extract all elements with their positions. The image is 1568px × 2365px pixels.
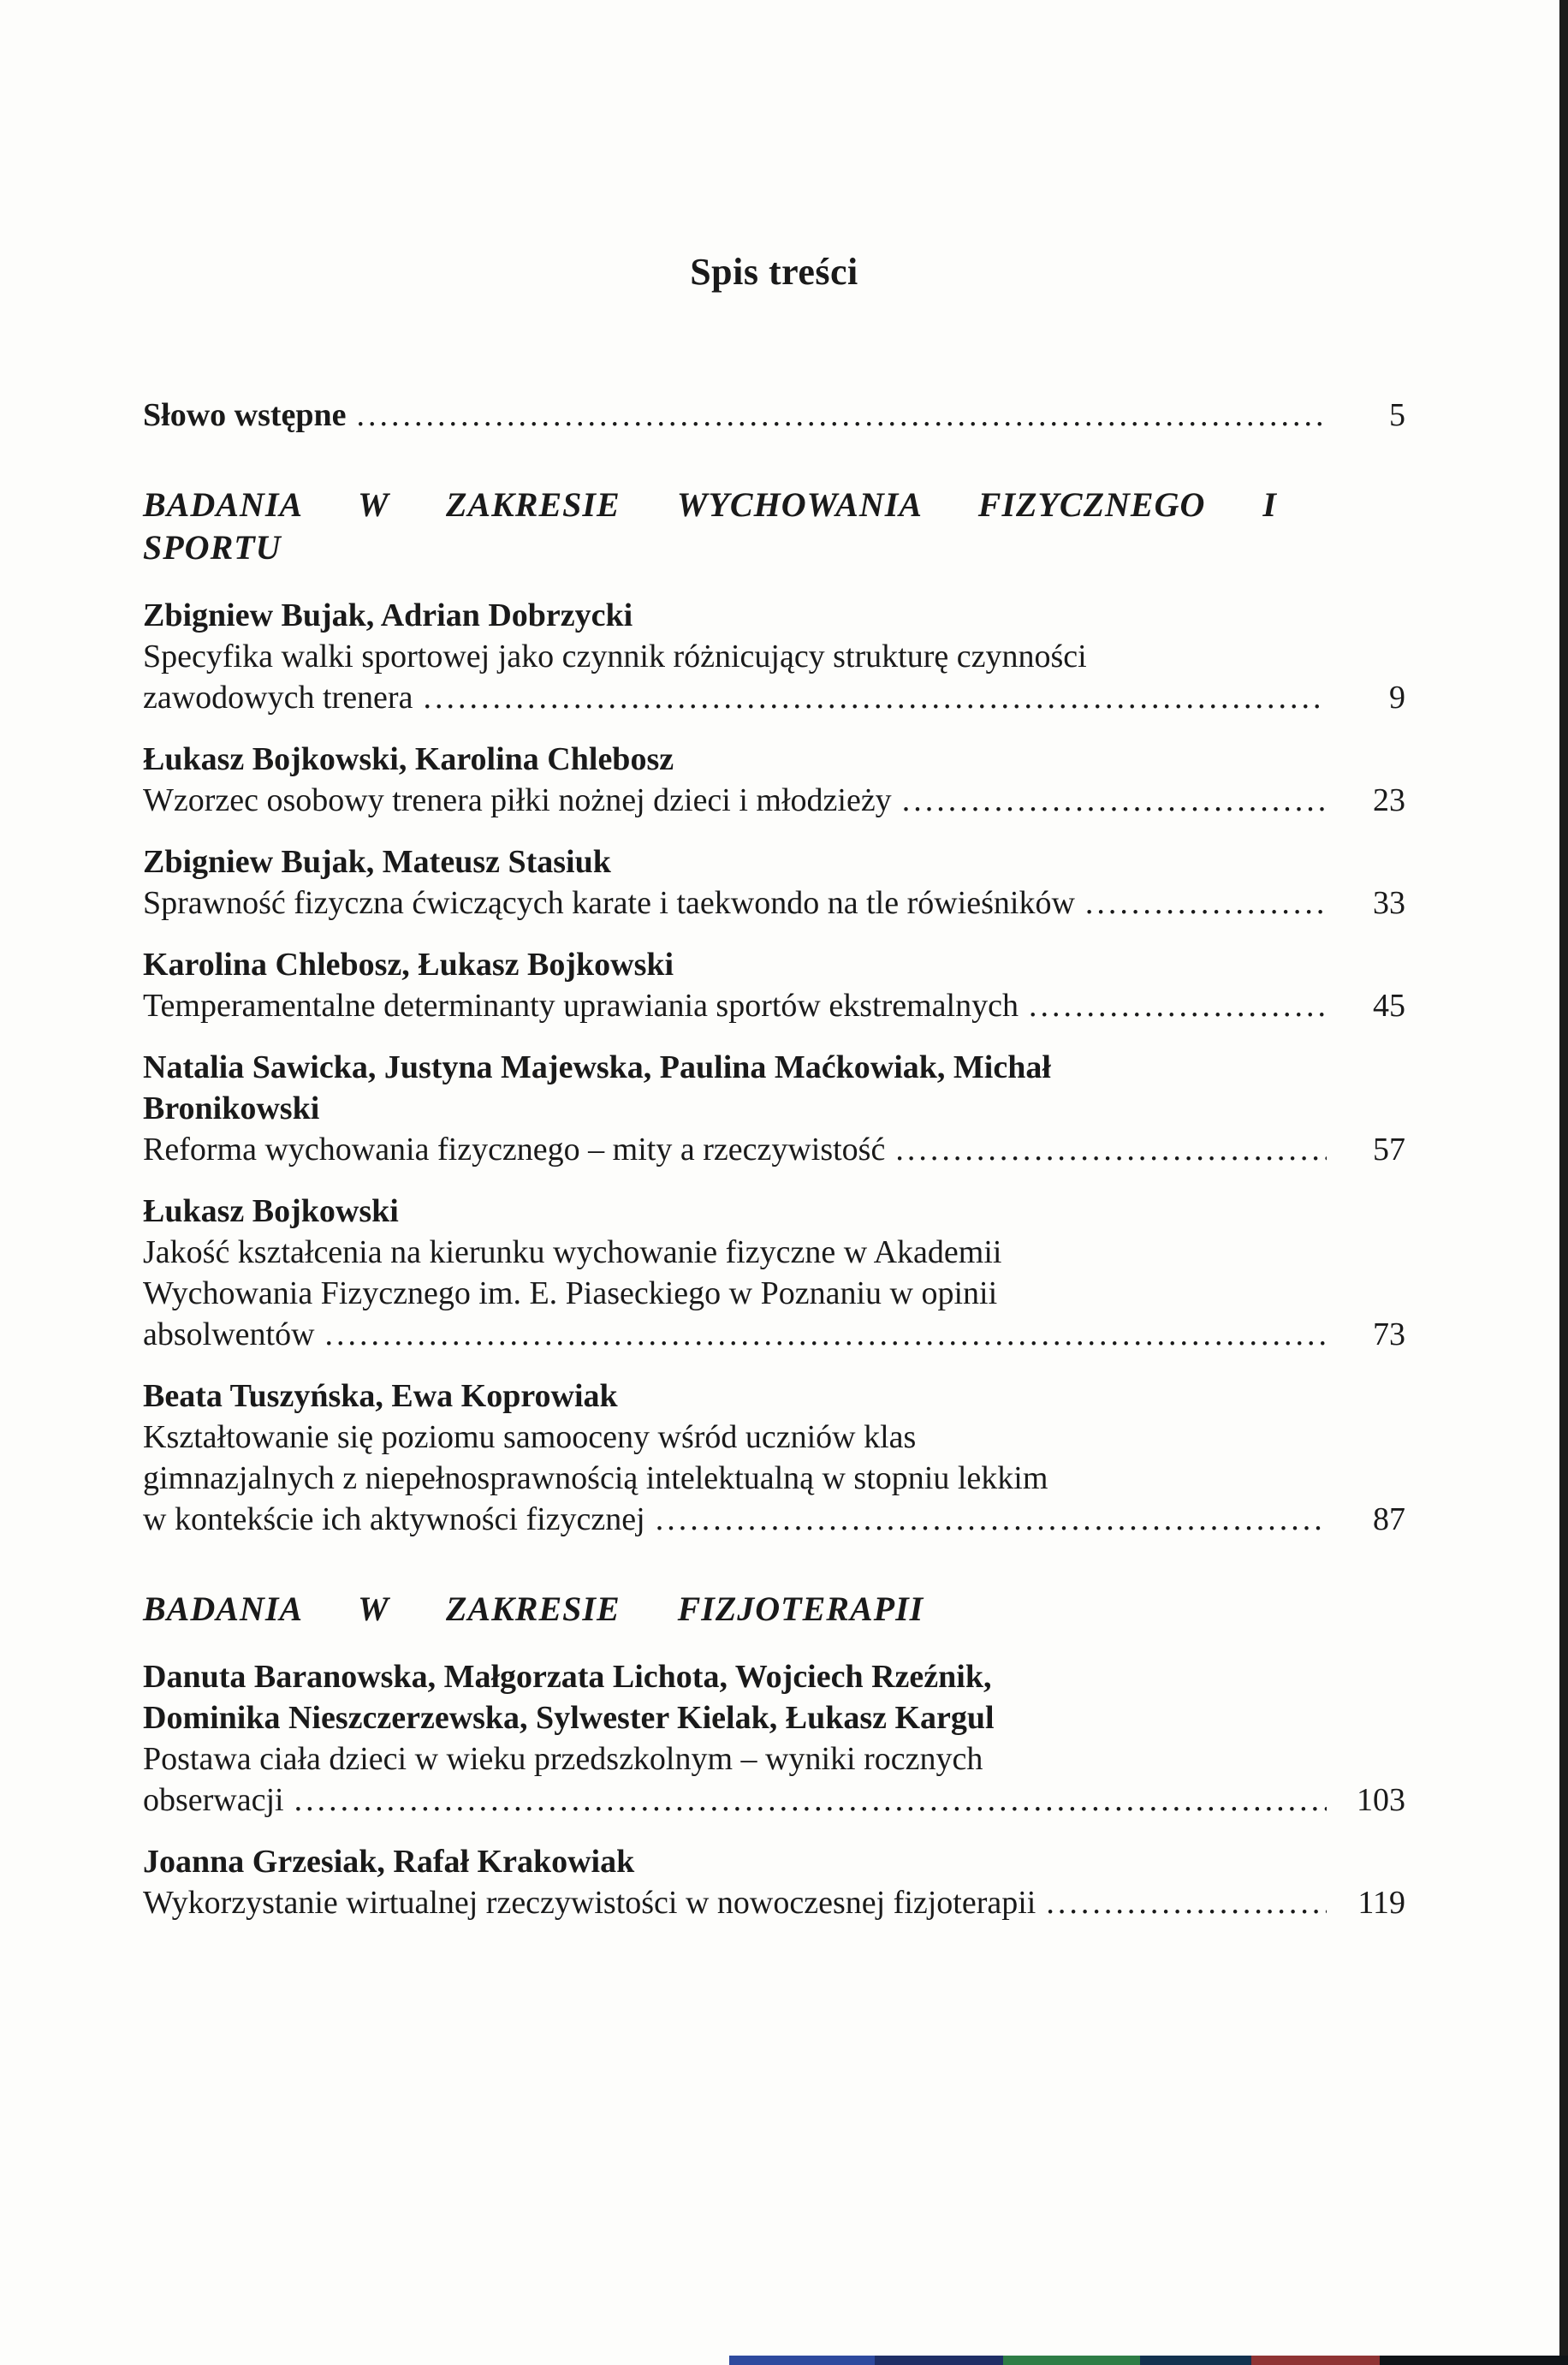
toc-entry (143, 1191, 1405, 1355)
dot-leader (895, 1129, 1327, 1170)
dot-leader (294, 1780, 1327, 1821)
entry-title-lastline (143, 780, 1405, 821)
entry-authors: Dominika Nieszczerzewska, Sylwester Kielak, Łukasz Kargul (143, 1700, 995, 1736)
scan-artifact-segment (1380, 2356, 1568, 2365)
toc-entry-preface (143, 395, 1405, 436)
dot-leader (656, 1499, 1327, 1540)
entry-title-line: Postawa ciała dzieci w wieku przedszkolnym – wyniki rocznych (143, 1741, 983, 1777)
entry-title-line: absolwentów (143, 1316, 315, 1352)
entry-authors: Natalia Sawicka, Justyna Majewska, Paulina Maćkowiak, Michał (143, 1049, 1051, 1085)
dot-leader (1029, 985, 1327, 1026)
toc-entry (143, 595, 1405, 718)
entry-title-line: Kształtowanie się poziomu samooceny wśród uczniów klas (143, 1419, 917, 1455)
entry-title-lastline (143, 395, 1405, 436)
dot-leader (325, 1314, 1327, 1355)
page-number: 73 (1373, 1316, 1405, 1352)
dot-leader (357, 395, 1327, 436)
toc-entry (143, 1841, 1405, 1923)
entry-title-lastline (143, 1129, 1405, 1170)
entry-title-lastline (143, 1314, 1405, 1355)
page-number: 33 (1373, 885, 1405, 921)
entry-authors: Zbigniew Bujak, Mateusz Stasiuk (143, 844, 611, 880)
entry-authors: Beata Tuszyńska, Ewa Koprowiak (143, 1378, 618, 1414)
scan-edge-right-artifact (1559, 0, 1568, 2365)
toc-entry (143, 1376, 1405, 1540)
entry-title-line: Reforma wychowania fizycznego – mity a rzeczywistość (143, 1132, 886, 1168)
dot-leader (1046, 1882, 1327, 1923)
entry-title-lastline (143, 677, 1405, 718)
scan-artifact-segment (1140, 2356, 1251, 2365)
page-number: 103 (1357, 1782, 1405, 1818)
toc-content (143, 0, 1405, 1923)
page-number: 5 (1389, 397, 1405, 433)
entry-authors: Łukasz Bojkowski, Karolina Chlebosz (143, 741, 674, 777)
entry-title-line: Temperamentalne determinanty uprawiania sportów ekstremalnych (143, 988, 1019, 1024)
scan-artifact-segment (729, 2356, 875, 2365)
page-number: 9 (1389, 680, 1405, 716)
page-number: 23 (1373, 782, 1405, 818)
entry-title-line: gimnazjalnych z niepełnosprawnością intelektualną w stopniu lekkim (143, 1460, 1048, 1496)
toc-entry (143, 841, 1405, 924)
entry-title-lastline (143, 1499, 1405, 1540)
entry-authors: Bronikowski (143, 1090, 320, 1126)
entry-title-line: zawodowych trenera (143, 680, 413, 716)
preface-label: Słowo wstępne (143, 397, 347, 433)
page-title: Spis treści (690, 251, 858, 293)
entry-title-line: obserwacji (143, 1782, 284, 1818)
entry-title-line: Wykorzystanie wirtualnej rzeczywistości w nowoczesnej fizjoterapii (143, 1885, 1036, 1921)
toc-entry (143, 944, 1405, 1026)
entry-title-line: Wychowania Fizycznego im. E. Piaseckiego w Poznaniu w opinii (143, 1275, 998, 1311)
entry-title-lastline (143, 985, 1405, 1026)
entry-title-line: Wzorzec osobowy trenera piłki nożnej dzieci i młodzieży (143, 782, 892, 818)
toc-entry (143, 739, 1405, 821)
dot-leader (423, 677, 1327, 718)
entry-authors: Zbigniew Bujak, Adrian Dobrzycki (143, 597, 633, 633)
entry-title-lastline (143, 1882, 1405, 1923)
entry-title-line: Specyfika walki sportowej jako czynnik różnicujący strukturę czynności (143, 639, 1087, 674)
page-number: 57 (1373, 1132, 1405, 1168)
scan-artifact-segment (1003, 2356, 1140, 2365)
dot-leader (902, 780, 1327, 821)
entry-authors: Joanna Grzesiak, Rafał Krakowiak (143, 1844, 635, 1880)
section-heading-fizjoterapia: BADANIA W ZAKRESIE FIZJOTERAPII (143, 1590, 924, 1628)
entry-title-lastline (143, 1780, 1405, 1821)
toc-entry (143, 1656, 1405, 1821)
entry-title-line: Sprawność fizyczna ćwiczących karate i taekwondo na tle rówieśników (143, 885, 1075, 921)
section-heading-sport: BADANIA W ZAKRESIE WYCHOWANIA FIZYCZNEGO I SPORTU (143, 485, 1277, 567)
entry-authors: Łukasz Bojkowski (143, 1193, 399, 1229)
dot-leader (1085, 882, 1327, 924)
entry-authors: Danuta Baranowska, Małgorzata Lichota, Wojciech Rzeźnik, (143, 1659, 992, 1695)
page-number: 87 (1373, 1501, 1405, 1537)
scan-artifact-segment (875, 2356, 1003, 2365)
entry-title-line: w kontekście ich aktywności fizycznej (143, 1501, 645, 1537)
page-number: 45 (1373, 988, 1405, 1024)
toc-entry (143, 1047, 1405, 1170)
scan-artifact-segment (1251, 2356, 1380, 2365)
entry-title-lastline (143, 882, 1405, 924)
scan-edge-bottom-artifact (729, 2356, 1568, 2365)
entry-authors: Karolina Chlebosz, Łukasz Bojkowski (143, 947, 674, 983)
entry-title-line: Jakość kształcenia na kierunku wychowanie fizyczne w Akademii (143, 1234, 1002, 1270)
page-number: 119 (1357, 1885, 1405, 1921)
